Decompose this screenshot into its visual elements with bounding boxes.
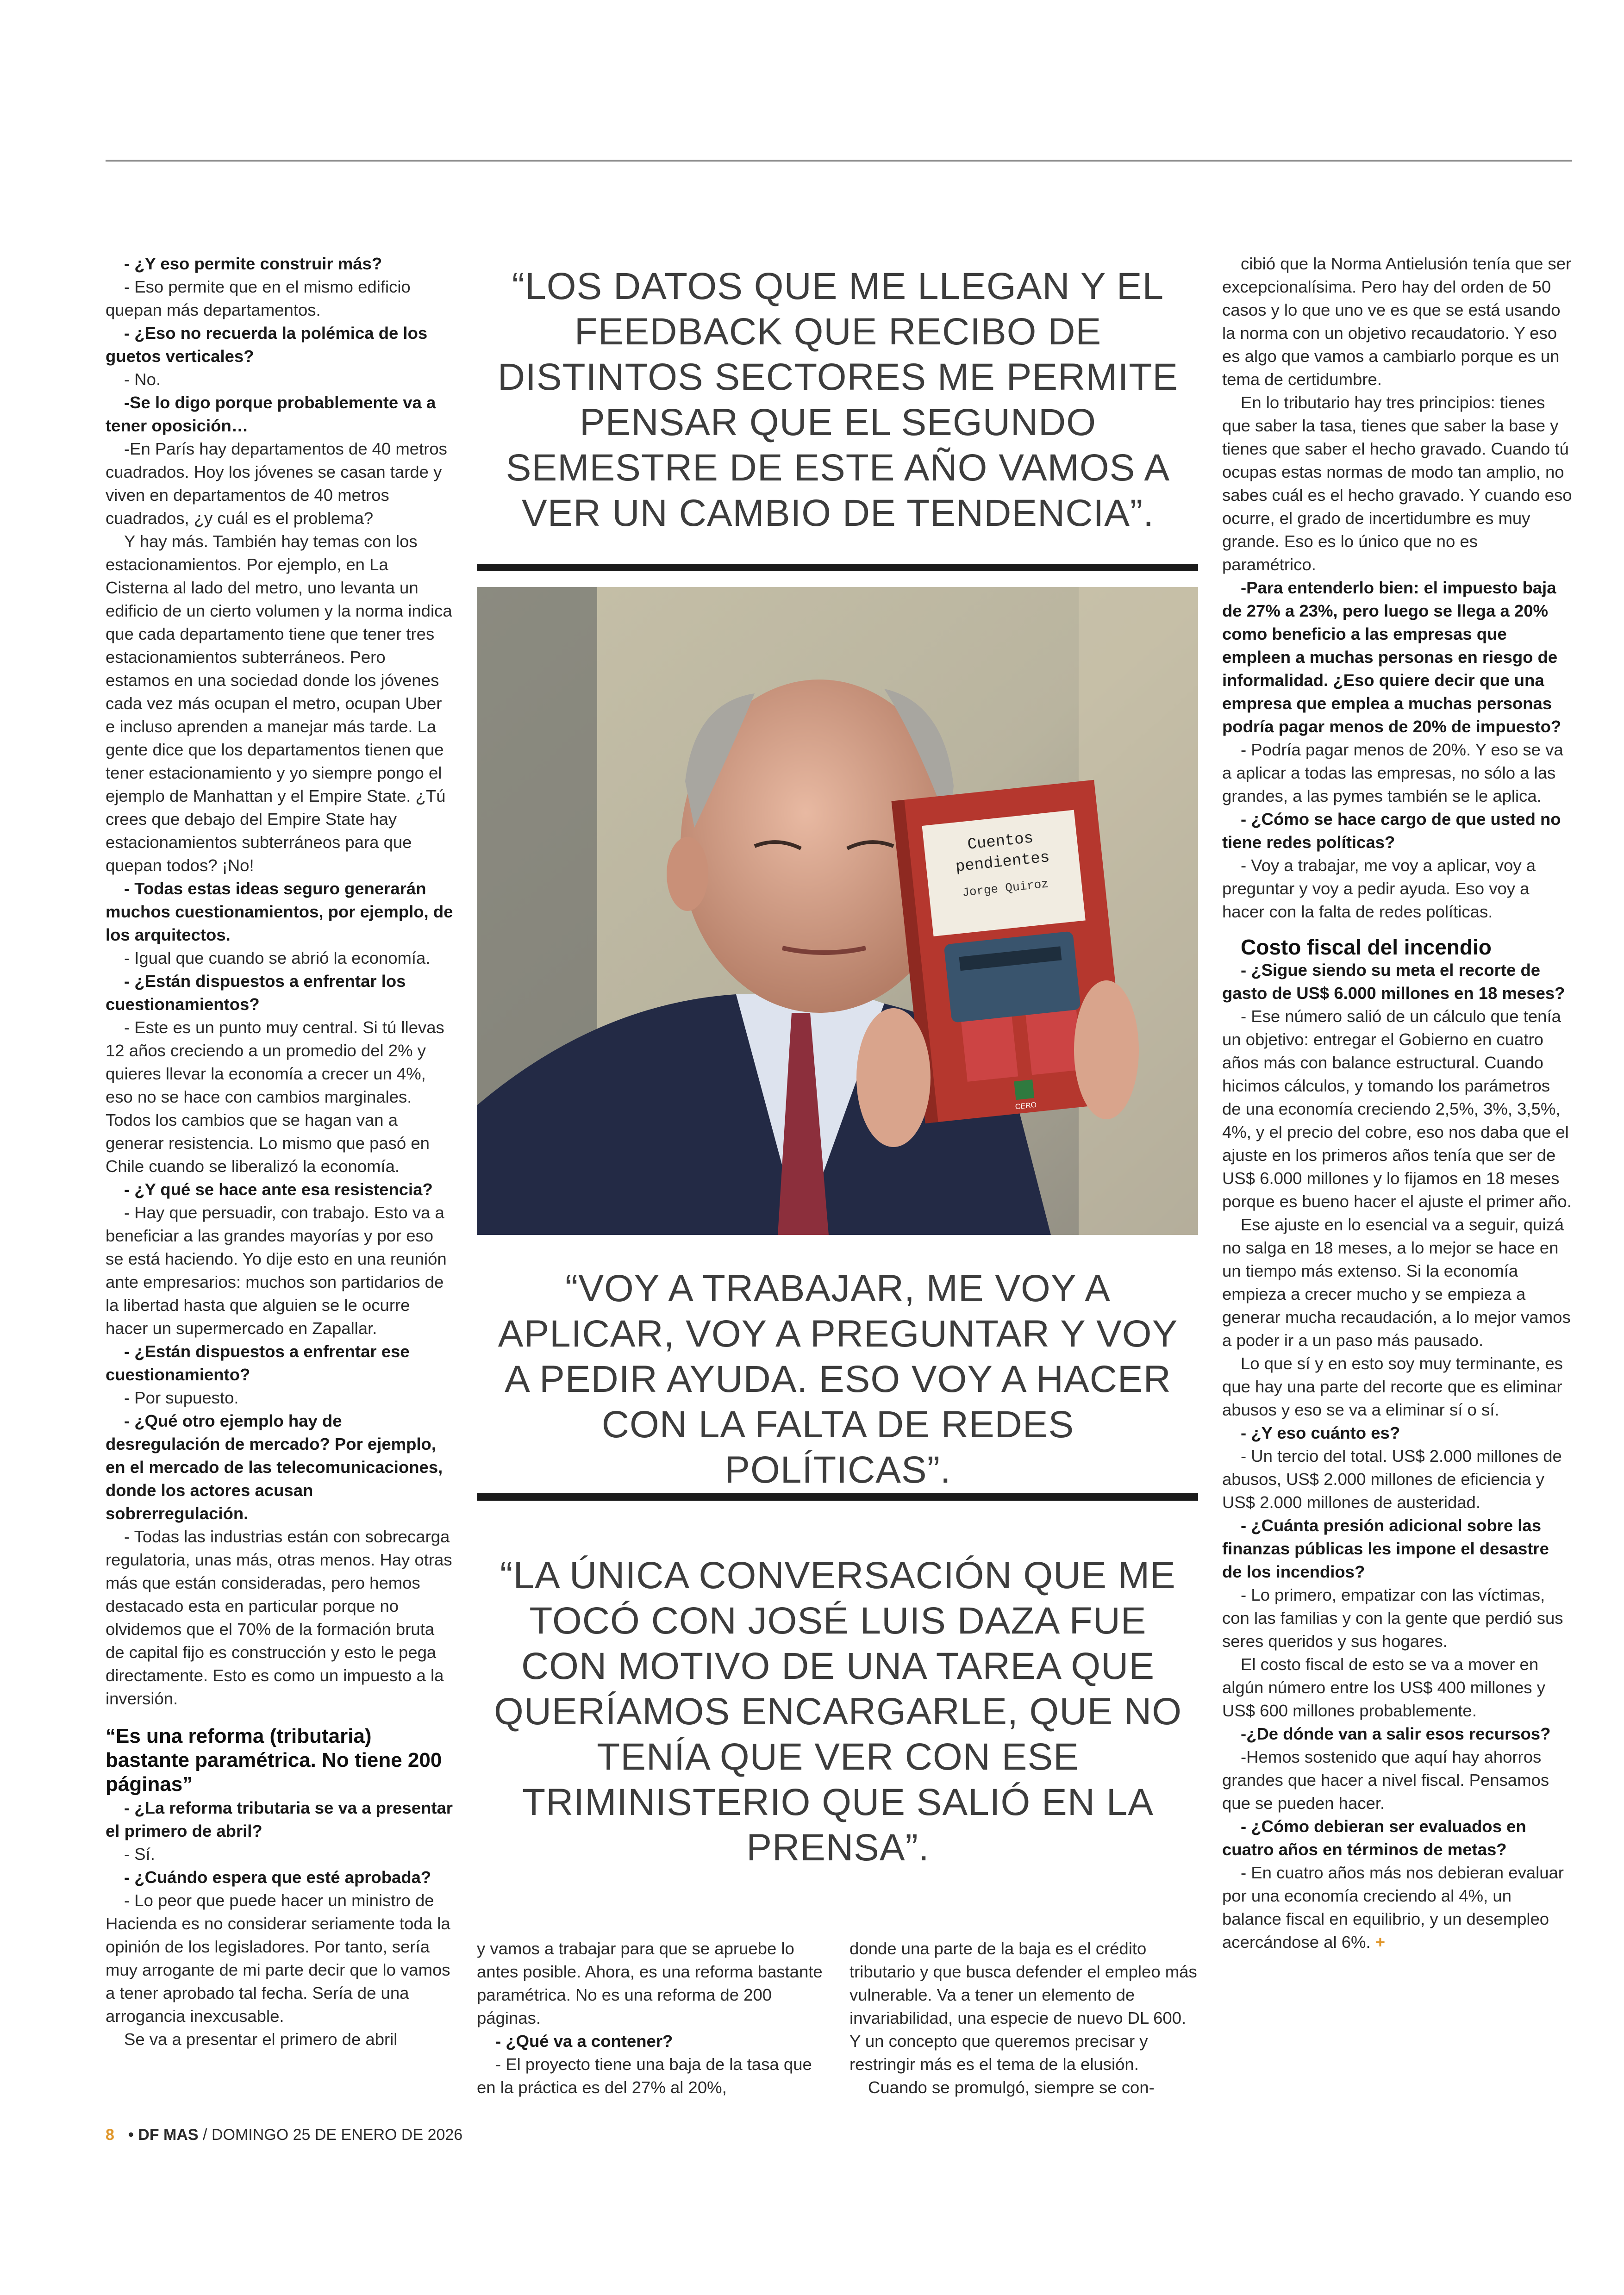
question-paragraph: - Todas estas ideas seguro generarán muchos cuestionamientos, por ejemplo, de los arquitectos.: [106, 879, 453, 944]
answer-paragraph: - Todas las industrias están con sobrecarga regulatoria, unas más, otras menos. Hay otras más que están consideradas, pero hemos destacado esta en particular porque no olvidemos que el 70% de la formación bruta de capital fijo es construcción y esto le pega directamente. Esto es como un impuesto a la inversión.: [106, 1527, 452, 1708]
answer-paragraph: - No.: [124, 370, 161, 389]
answer-paragraph: - Por supuesto.: [124, 1388, 239, 1407]
answer-paragraph: - Lo primero, empatizar con las víctimas, con las familias y con la gente que perdió sus seres queridos y sus hogares.: [1222, 1585, 1563, 1651]
question-paragraph: - ¿Qué otro ejemplo hay de desregulación de mercado? Por ejemplo, en el mercado de las telecomunicaciones, donde los actores acusan sobrerregulación.: [106, 1411, 443, 1523]
answer-paragraph: - Hay que persuadir, con trabajo. Esto va a beneficiar a las grandes mayorías y por eso se está haciendo. Yo dije esto en una reunión ante empresarios: muchos son partidarios de la libertad hasta que alguien se le ocurre hacer un supermercado en Zapallar.: [106, 1203, 447, 1338]
answer-paragraph: donde una parte de la baja es el crédito tributario y que busca defender el empleo más vulnerable. Va a tener un elemento de invariabilidad, una especie de nuevo DL 600. Y un concepto que queremos precisar y restringir más es el tema de la elusión.: [849, 1939, 1197, 2074]
answer-paragraph: - Voy a trabajar, me voy a aplicar, voy a preguntar y voy a pedir ayuda. Eso voy a hacer con la falta de redes políticas.: [1222, 856, 1536, 921]
question-paragraph: - ¿Y eso cuánto es?: [1241, 1423, 1400, 1442]
question-paragraph: -¿De dónde van a salir esos recursos?: [1241, 1724, 1551, 1743]
book-title-line-2: pendientes: [955, 848, 1051, 876]
publication-date: DOMINGO 25 DE ENERO DE 2026: [211, 2126, 463, 2144]
answer-paragraph: - Podría pagar menos de 20%. Y eso se va a aplicar a todas las empresas, no sólo a las grandes, a las pymes también se le aplica.: [1222, 740, 1563, 805]
pull-quote-2-bar: [477, 1493, 1198, 1501]
answer-paragraph: Cuando se promulgó, siempre se con-: [868, 2078, 1155, 2097]
pull-quote-2: “VOY A TRABAJAR, ME VOY A APLICAR, VOY A PREGUNTAR Y VOY A PEDIR AYUDA. ESO VOY A HACER CON LA FALTA DE REDES POLÍTICAS”.: [498, 1267, 1178, 1491]
answer-paragraph: Y hay más. También hay temas con los estacionamientos. Por ejemplo, en La Cisterna al lado del metro, uno levanta un edificio de un cierto volumen y la norma indica que cada departamento tiene que tener tres estacionamientos subterráneos. Pero estamos en una sociedad donde los jóvenes cada vez más ocupan el metro, ocupan Uber e incluso aprenden a manejar más tarde. La gente dice que los departamentos tienen que tener estacionamiento y yo siempre pongo el ejemplo de Manhattan y el Empire State. ¿Tú crees que debajo del Empire State hay estacionamientos subterráneos para que quepan todos? ¡No!: [106, 532, 452, 875]
answer-paragraph: Lo que sí y en esto soy muy terminante, es que hay una parte del recorte que es eliminar abusos y eso se va a eliminar sí o sí.: [1222, 1354, 1563, 1419]
question-paragraph: - ¿Sigue siendo su meta el recorte de gasto de US$ 6.000 millones en 18 meses?: [1222, 960, 1565, 1003]
question-paragraph: - ¿La reforma tributaria se va a presentar el primero de abril?: [106, 1798, 453, 1840]
question-paragraph: - ¿Y eso permite construir más?: [124, 254, 382, 273]
answer-paragraph: En lo tributario hay tres principios: tienes que saber la tasa, tienes que saber la base y tienes que saber el hecho gravado. Cuando tú ocupas estas normas de modo tan amplio, no sabes cuál es el hecho gravado. Y cuando eso ocurre, el grado de incertidumbre es muy grande. Eso es lo único que no es paramétrico.: [1222, 393, 1572, 574]
question-paragraph: - ¿Y qué se hace ante esa resistencia?: [124, 1180, 433, 1199]
pull-quote-1: “LOS DATOS QUE ME LLEGAN Y EL FEEDBACK QUE RECIBO DE DISTINTOS SECTORES ME PERMITE PENSAR QUE EL SEGUNDO SEMESTRE DE ESTE AÑO VAMOS A VER UN CAMBIO DE TENDENCIA”.: [497, 265, 1179, 534]
column-1-body-b: [106, 1796, 454, 2051]
answer-paragraph: - Un tercio del total. US$ 2.000 millones de abusos, US$ 2.000 millones de eficiencia y US$ 2.000 millones de austeridad.: [1222, 1447, 1562, 1512]
answer-paragraph: - El proyecto tiene una baja de la tasa que en la práctica es del 27% al 20%,: [477, 2055, 812, 2097]
column-4-body: [1222, 252, 1572, 923]
question-paragraph: - ¿Cuándo espera que esté aprobada?: [124, 1868, 431, 1887]
footer: [106, 2126, 462, 2144]
top-rule: [106, 160, 1572, 162]
question-paragraph: - ¿Cómo debieran ser evaluados en cuatro años en términos de metas?: [1222, 1817, 1526, 1859]
answer-paragraph: Se va a presentar el primero de abril: [124, 2030, 398, 2049]
column-1-body: [106, 252, 454, 1710]
answer-paragraph: -En París hay departamentos de 40 metros cuadrados. Hoy los jóvenes se casan tarde y viven en departamentos de 40 metros cuadrados, ¿y cuál es el problema?: [106, 439, 447, 528]
answer-paragraph: cibió que la Norma Antielusión tenía que ser excepcionalísima. Pero hay del orden de 50 casos y lo que uno ve es que se está usando la norma con un objetivo recaudatorio. Y eso es algo que vamos a cambiarlo porque es un tema de certidumbre.: [1222, 254, 1572, 389]
answer-paragraph: - Igual que cuando se abrió la economía.: [124, 948, 431, 967]
question-paragraph: - ¿Cuánta presión adicional sobre las finanzas públicas les impone el desastre de los incendios?: [1222, 1516, 1549, 1581]
answer-paragraph: -Hemos sostenido que aquí hay ahorros grandes que hacer a nivel fiscal. Pensamos que se pueden hacer.: [1222, 1747, 1549, 1813]
column-3: [849, 1937, 1198, 2099]
column-4: [1222, 252, 1572, 1954]
answer-paragraph: - En cuatro años más nos debieran evaluar por una economía creciendo al 4%, un balance fiscal en equilibrio, y un desempleo acercándose al 6%. +: [1222, 1863, 1564, 1952]
pull-quote-3: “LA ÚNICA CONVERSACIÓN QUE ME TOCÓ CON JOSÉ LUIS DAZA FUE CON MOTIVO DE UNA TAREA QUE QUERÍAMOS ENCARGARLE, QUE NO TENÍA QUE VER CON ESE TRIMINISTERIO QUE SALIÓ EN LA PRENSA”.: [493, 1554, 1182, 1869]
book-publisher: CERO: [1015, 1101, 1037, 1111]
portrait-photo: [477, 587, 1198, 1235]
question-paragraph: -Para entenderlo bien: el impuesto baja de 27% a 23%, pero luego se llega a 20% como beneficio a las empresas que empleen a muchas personas en riesgo de informalidad. ¿Eso quiere decir que una empresa que emplea a muchas personas podría pagar menos de 20% de impuesto?: [1222, 578, 1562, 736]
answer-paragraph: - Ese número salió de un cálculo que tenía un objetivo: entregar el Gobierno en cuatro años más con balance estructural. Cuando hicimos cálculos, y tomando los parámetros de una economía creciendo 2,5%, 3%, 3,5%, 4%, y el precio del cobre, eso nos daba que el ajuste en los primeros años tenía que ser de US$ 6.000 millones y lo fijamos en 18 meses porque es bueno hacer el ajuste el primer año.: [1222, 1007, 1572, 1211]
answer-paragraph: - Sí.: [124, 1845, 155, 1864]
page-number: 8: [106, 2126, 114, 2144]
answer-paragraph: - Este es un punto muy central. Si tú llevas 12 años creciendo a un promedio del 2% y quieres llevar la economía a crecer un 4%, eso no se hace con cambios marginales. Todos los cambios que se hagan van a generar resistencia. Lo mismo que pasó en Chile cuando se liberalizó la economía.: [106, 1018, 444, 1176]
end-mark: +: [1370, 1933, 1386, 1952]
question-paragraph: - ¿Eso no recuerda la polémica de los guetos verticales?: [106, 324, 428, 366]
publication-name: • DF MAS: [128, 2126, 199, 2144]
question-paragraph: - ¿Están dispuestos a enfrentar ese cuestionamiento?: [106, 1342, 410, 1384]
book-author: Jorge Quiroz: [961, 877, 1049, 900]
answer-paragraph: El costo fiscal de esto se va a mover en algún número entre los US$ 400 millones y US$ 600 millones probablemente.: [1222, 1655, 1545, 1720]
column-4-body-b: [1222, 959, 1572, 1954]
column-2: [477, 1937, 823, 2099]
question-paragraph: - ¿Cómo se hace cargo de que usted no tiene redes políticas?: [1222, 810, 1561, 852]
portrait-illustration: [477, 587, 1198, 1235]
pull-quote-1-bar: [477, 564, 1198, 571]
footer-separator: /: [198, 2126, 212, 2144]
answer-paragraph: y vamos a trabajar para que se apruebe lo antes posible. Ahora, es una reforma bastante paramétrica. No es una reforma de 200 páginas.: [477, 1939, 823, 2027]
column-1: [106, 252, 454, 2051]
answer-paragraph: - Eso permite que en el mismo edificio quepan más departamentos.: [106, 277, 411, 319]
answer-paragraph: - Lo peor que puede hacer un ministro de Hacienda es no considerar seriamente toda la opinión de los legisladores. Por tanto, sería muy arrogante de mi parte decir que lo vamos a tener aprobado tal fecha. Sería de una arrogancia inexcusable.: [106, 1891, 450, 2026]
subheading-costo-fiscal: Costo fiscal del incendio: [1241, 935, 1492, 959]
question-paragraph: - ¿Están dispuestos a enfrentar los cuestionamientos?: [106, 972, 406, 1014]
answer-paragraph: Ese ajuste en lo esencial va a seguir, quizá no salga en 18 meses, a lo mejor se hace en un tiempo más extenso. Si la economía empieza a crecer mucho y se empieza a generar mucha recaudación, a lo mejor vamos a poder ir a un paso más pausado.: [1222, 1215, 1571, 1350]
subheading-reforma: “Es una reforma (tributaria) bastante paramétrica. No tiene 200 páginas”: [106, 1725, 442, 1796]
question-paragraph: - ¿Qué va a contener?: [495, 2032, 673, 2051]
question-paragraph: -Se lo digo porque probablemente va a tener oposición…: [106, 393, 436, 435]
book-title-line-1: Cuentos: [967, 829, 1035, 854]
